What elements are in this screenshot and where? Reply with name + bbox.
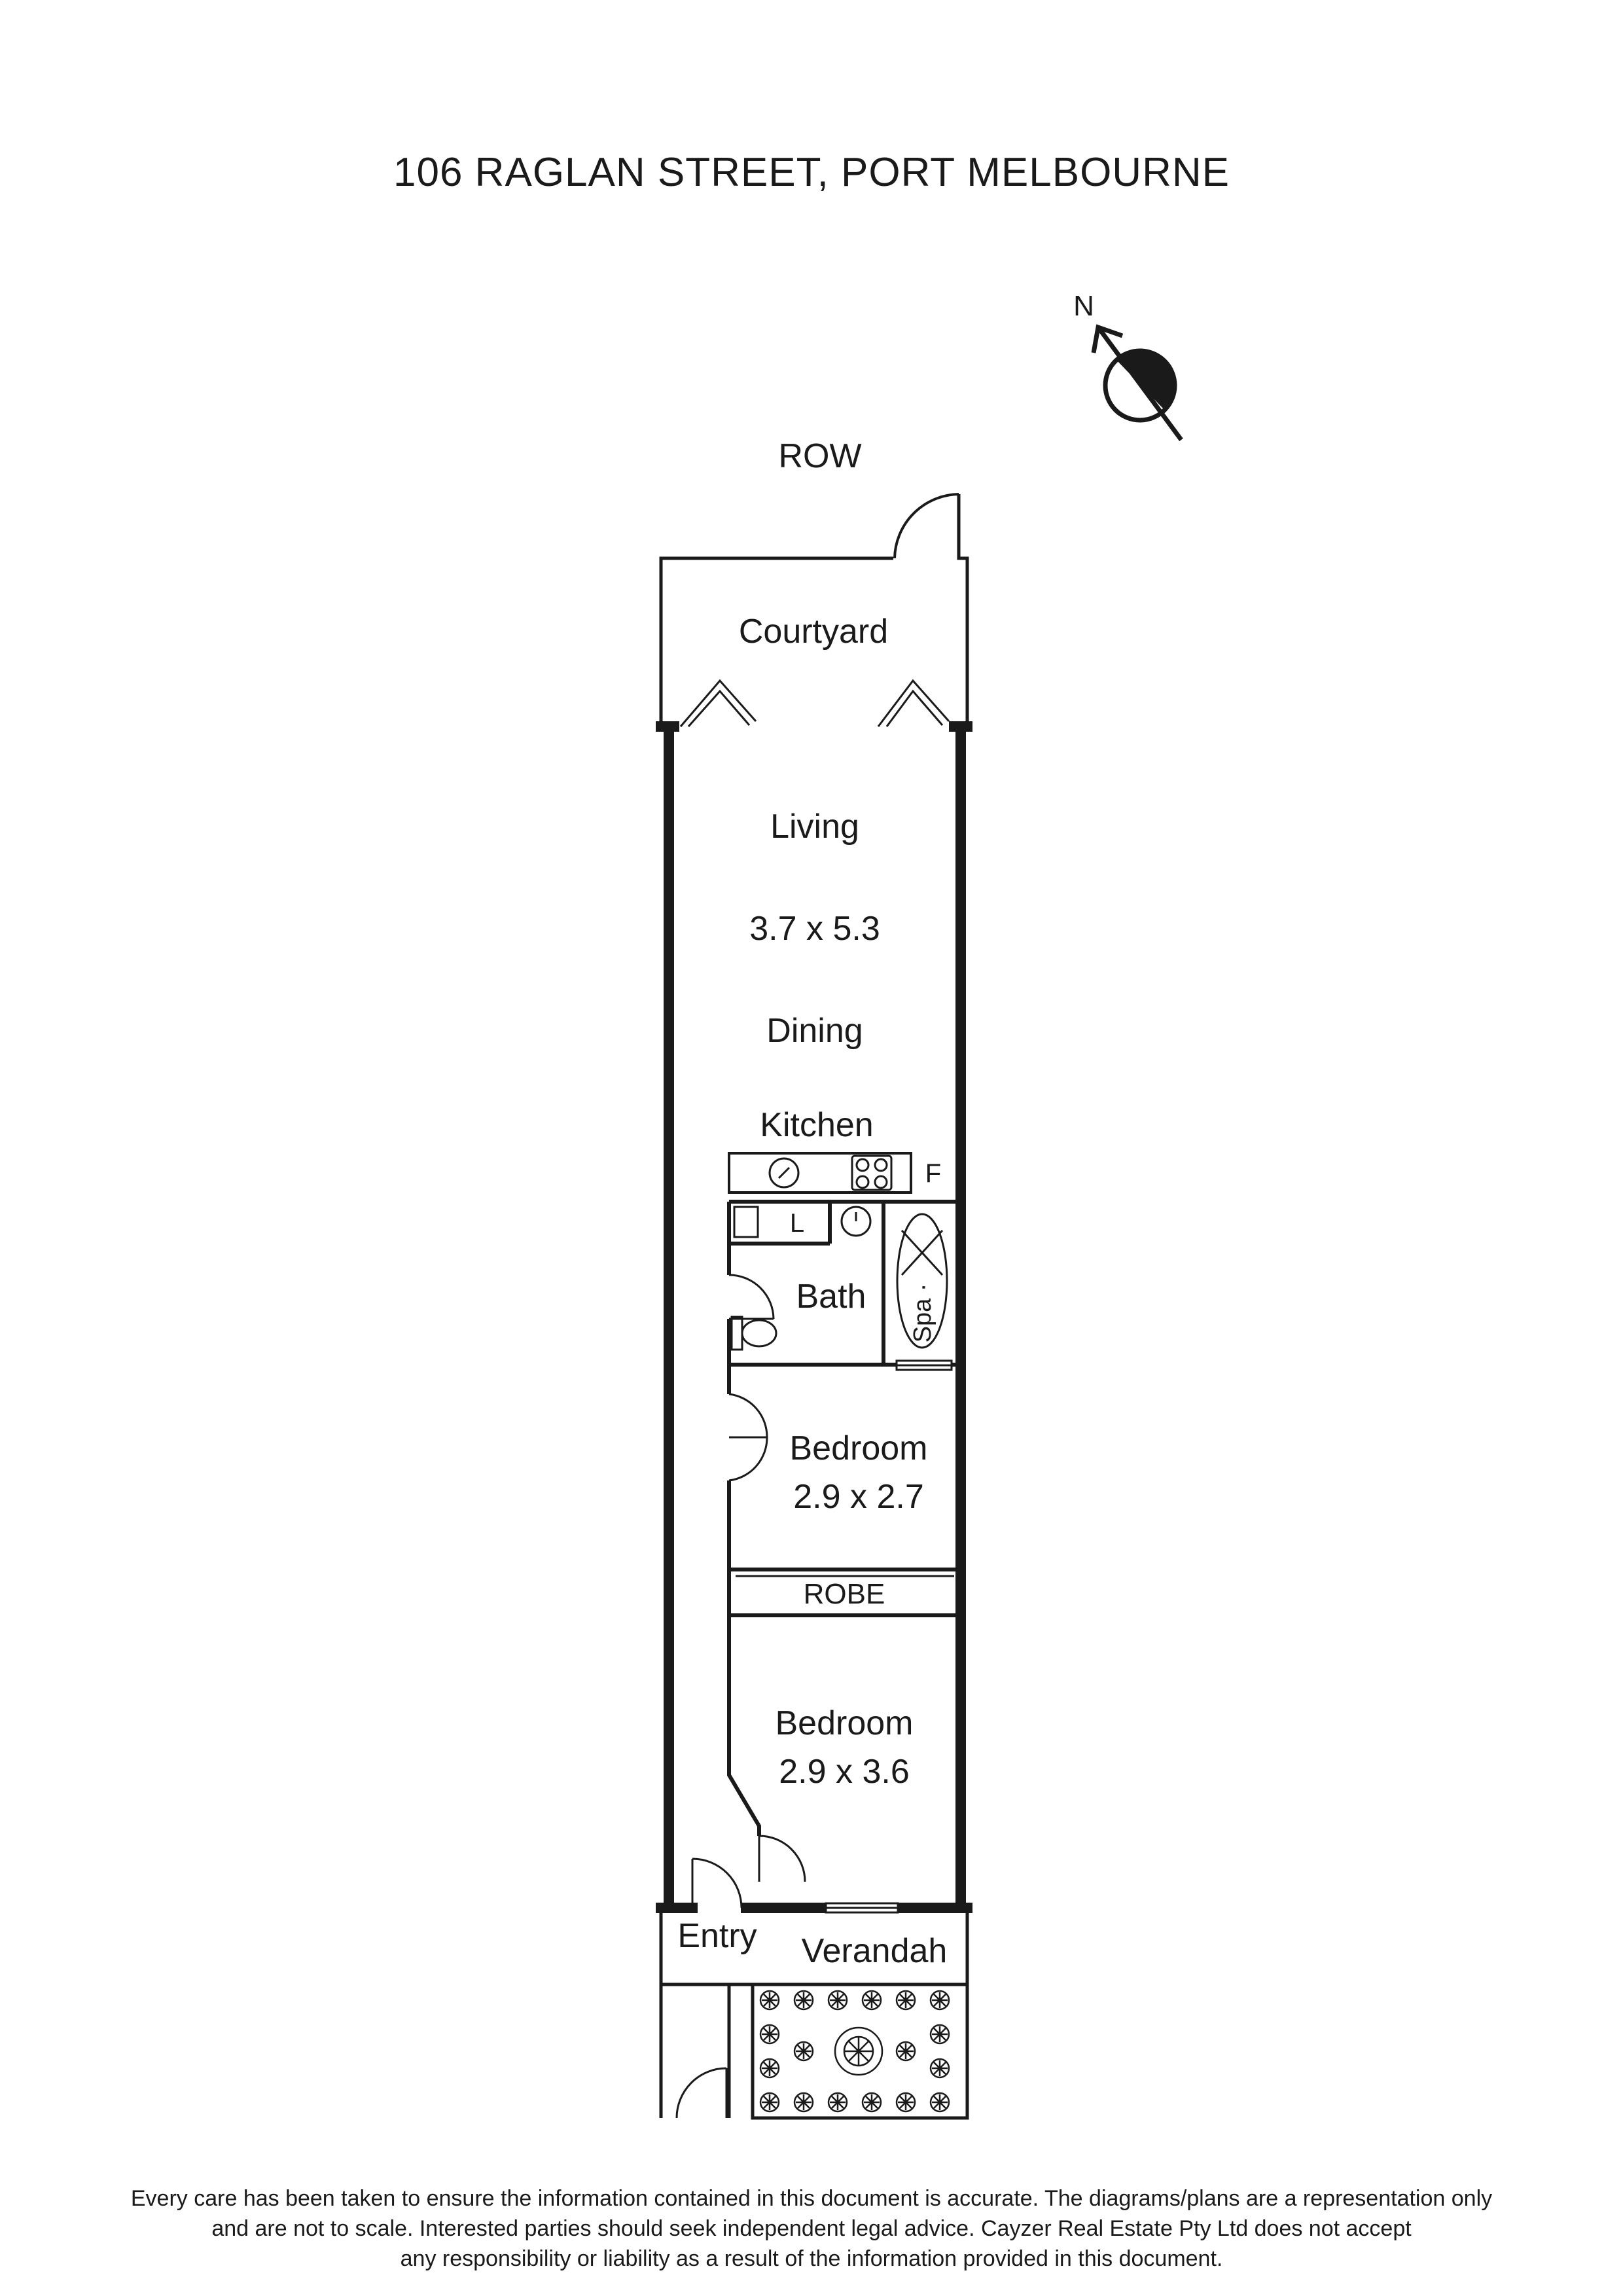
disclaimer-line: and are not to scale. Interested parties should seek independent legal advice. Cayzer Real Estate Pty Ltd does not accept: [211, 2216, 1412, 2241]
shrub-icon: [760, 2025, 779, 2043]
living-label: Living: [770, 808, 859, 846]
laundry-tub-icon: [734, 1207, 758, 1237]
shrub-icon: [760, 2093, 779, 2111]
shrub-icon: [760, 2059, 779, 2077]
laundry-label: L: [789, 1209, 805, 1238]
courtyard-gate: [895, 494, 959, 558]
courtyard-walls: [661, 494, 967, 726]
bedroom1-dimensions: 2.9 x 2.7: [793, 1478, 924, 1516]
basin-icon: [842, 1207, 870, 1236]
cooktop-icon: [852, 1156, 891, 1190]
entry-label: Entry: [677, 1917, 757, 1955]
verandah-label: Verandah: [801, 1932, 948, 1970]
courtyard-label: Courtyard: [738, 613, 889, 651]
disclaimer-line: any responsibility or liability as a result of the information provided in this document.: [400, 2246, 1223, 2271]
shrub-icon: [897, 2093, 915, 2111]
shrub-icon: [931, 2093, 949, 2111]
sink-icon: [770, 1158, 798, 1187]
shrub-icon: [794, 2042, 813, 2060]
north-arrow-icon: [1073, 290, 1181, 440]
shrub-icon: [794, 2093, 813, 2111]
bedroom2-dimensions: 2.9 x 3.6: [779, 1753, 910, 1791]
disclaimer-line: Every care has been taken to ensure the information contained in this document is accurate. The diagrams/plans are a representation only: [130, 2186, 1493, 2211]
dining-label: Dining: [766, 1012, 863, 1050]
entry-door: [692, 1859, 741, 1908]
courtyard-doors: [681, 681, 949, 726]
shrub-icon: [931, 1991, 949, 2009]
disclaimer: [0, 2183, 1623, 2274]
shrub-icon: [829, 1991, 847, 2009]
front-window: [826, 1903, 898, 1912]
fridge-label: F: [925, 1159, 942, 1188]
shrub-icon: [794, 1991, 813, 2009]
shrub-icon: [897, 1991, 915, 2009]
bedroom1-label: Bedroom: [789, 1429, 928, 1467]
bedroom2-label: Bedroom: [775, 1704, 914, 1742]
shrub-icon: [931, 2059, 949, 2077]
row-label: ROW: [778, 437, 862, 475]
shrub-icon: [897, 2042, 915, 2060]
bath-door: [729, 1275, 774, 1319]
spa-label: Spa ·: [909, 1283, 936, 1343]
robe-label: ROBE: [803, 1578, 885, 1610]
toilet-icon: [732, 1317, 776, 1350]
compass-north-label: N: [1073, 290, 1094, 322]
tree-icon: [835, 2028, 882, 2075]
shrub-icon: [931, 2025, 949, 2043]
shrub-icon: [760, 1991, 779, 2009]
garden-plants: [760, 1991, 949, 2111]
page-title: 106 RAGLAN STREET, PORT MELBOURNE: [393, 150, 1230, 195]
front-gate: [677, 2068, 726, 2118]
shrub-icon: [829, 2093, 847, 2111]
bedroom2-walls: [729, 1615, 759, 1836]
shrub-icon: [863, 2093, 881, 2111]
bath-label: Bath: [796, 1278, 866, 1316]
living-dimensions: 3.7 x 5.3: [749, 910, 880, 948]
bedroom2-door: [759, 1836, 805, 1882]
kitchen-label: Kitchen: [760, 1106, 874, 1144]
bedroom1-double-door: [729, 1394, 767, 1480]
shrub-icon: [863, 1991, 881, 2009]
bath-window: [897, 1361, 952, 1370]
